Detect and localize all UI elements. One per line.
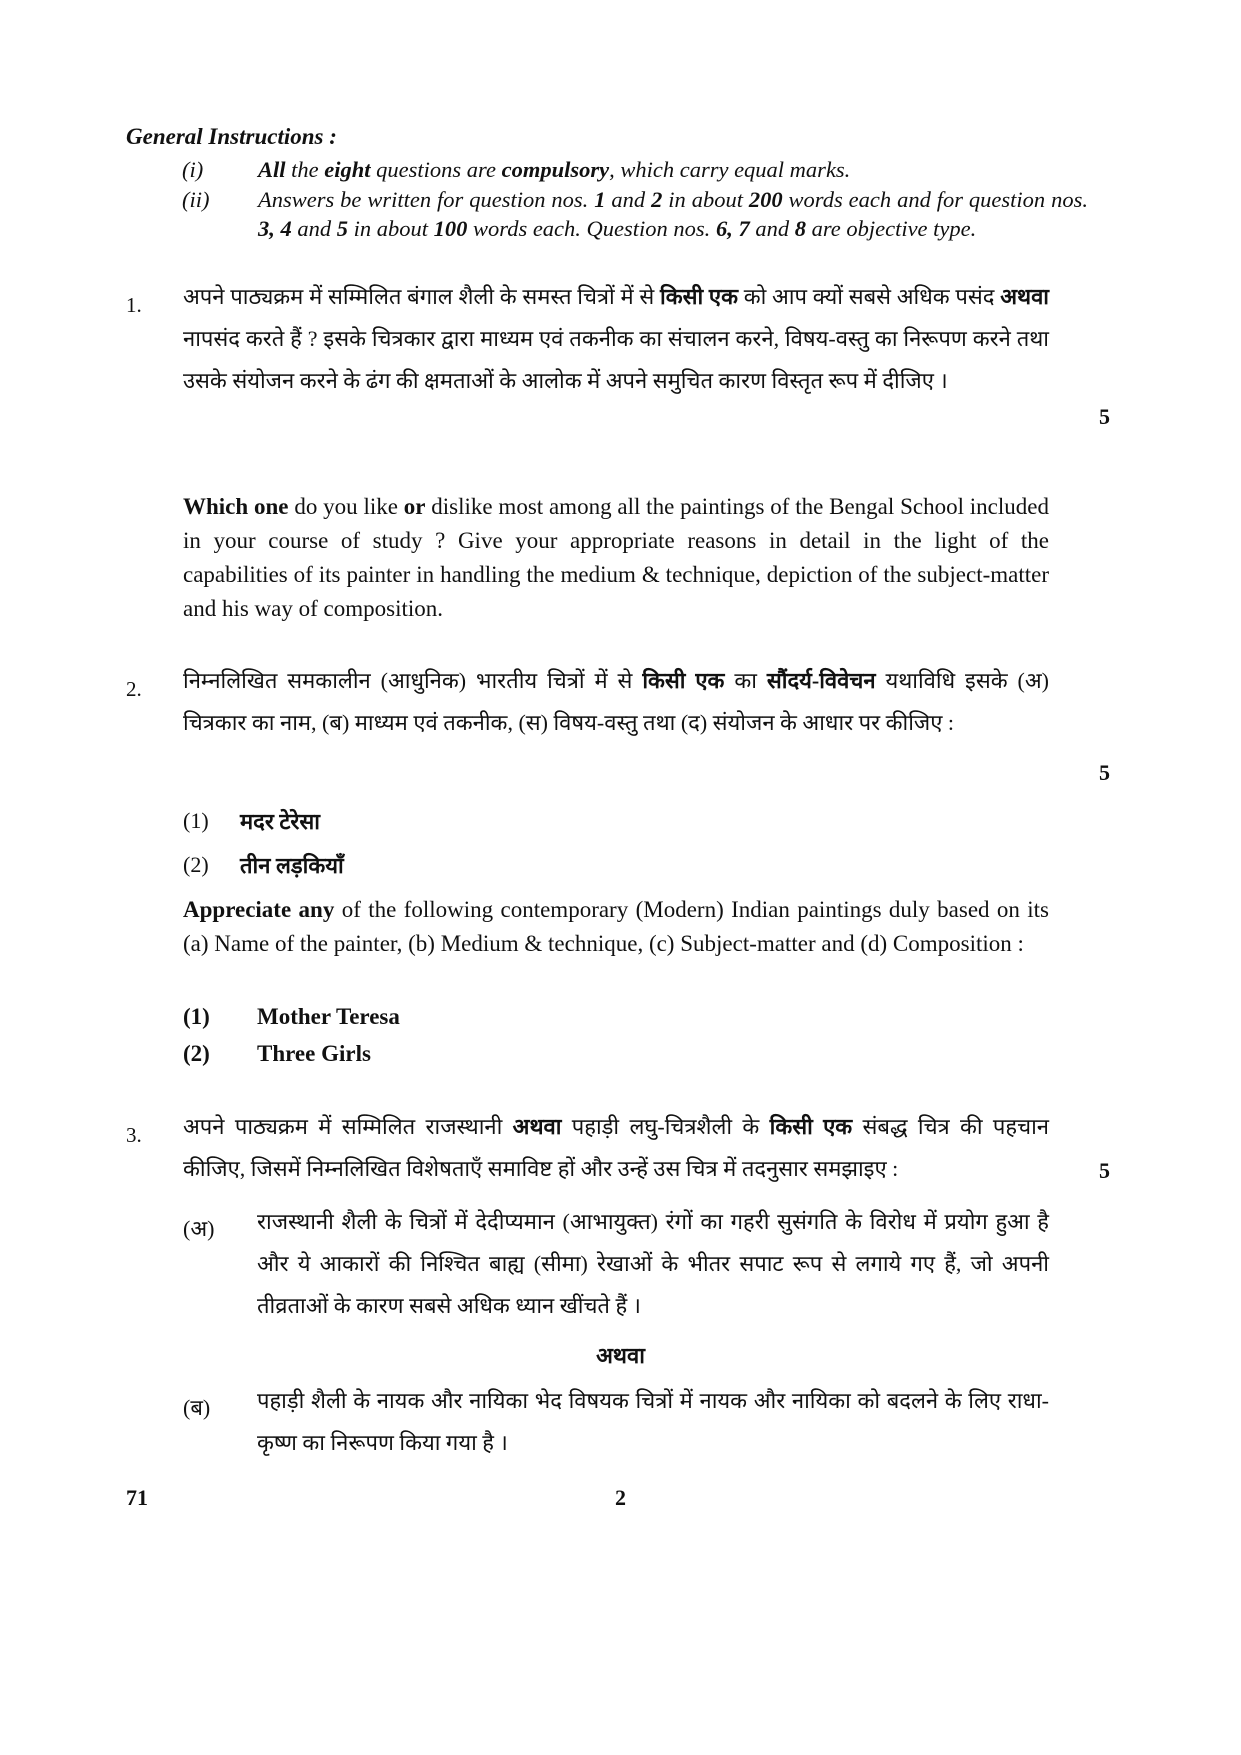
text-run: questions are xyxy=(370,157,502,182)
text-run: are objective type. xyxy=(805,216,977,241)
emphasis-text: किसी एक xyxy=(660,284,738,309)
emphasis-text: Which one xyxy=(183,494,289,519)
emphasis-text: or xyxy=(403,494,426,519)
question-1-marks: 5 xyxy=(1099,404,1110,429)
text-run: in about xyxy=(662,187,749,212)
question-3-number: 3. xyxy=(126,1123,142,1147)
text-run: do you like xyxy=(288,494,404,519)
text-run: Answers be written for question nos. xyxy=(258,187,595,212)
q3-option-a-text: राजस्थानी शैली के चित्रों में देदीप्यमान (आभायुक्त) रंगों का गहरी सुसंगति के विरोध में प्रयोग हुआ है और ये आकारों की निश्चित बाह्य (सीमा) रेखाओं के भीतर सपाट रूप से लगाये गए हैं, जो अपनी तीव्रताओं के कारण सबसे अधिक ध्यान खींचते हैं । xyxy=(257,1209,1049,1318)
emphasis-text: 8 xyxy=(794,216,806,241)
q2-hindi-option-1-label: मदर टेरेसा xyxy=(240,809,320,834)
text-run: अपने पाठ्यक्रम में सम्मिलित बंगाल शैली के समस्त चित्रों में से xyxy=(183,284,660,309)
question-3-marks: 5 xyxy=(1099,1158,1110,1183)
emphasis-text: किसी एक xyxy=(769,1114,853,1139)
text-run: in about xyxy=(348,216,434,241)
q2-hindi-option-2-label: तीन लड़कियाँ xyxy=(240,853,344,878)
emphasis-text: compulsory xyxy=(501,157,610,182)
q3-option-b-number: (ब) xyxy=(183,1395,211,1420)
text-run: संबद्ध चित्र की पहचान कीजिए, जिसमें निम्नलिखित विशेषताएँ समाविष्ट हों और उन्हें उस चित्र में तदनुसार समझाइए : xyxy=(183,1114,1049,1181)
q3-or-label: अथवा xyxy=(596,1343,645,1368)
text-run: and xyxy=(291,216,337,241)
page-number: 2 xyxy=(615,1485,626,1510)
instruction-2-number: (ii) xyxy=(182,187,210,212)
q2-hindi-option-1-number: (1) xyxy=(183,808,209,833)
emphasis-text: 100 xyxy=(433,216,468,241)
text-run: of the following contemporary (Modern) Indian paintings duly based on its (a) Name of the painter, (b) Medium & technique, (c) Subject-matter and (d) Composition : xyxy=(183,897,1050,956)
question-2-number: 2. xyxy=(126,677,142,701)
text-run: dislike most among all the paintings of the Bengal School included in your course of study ? Give your appropriate reasons in detail in the light of the capabilities of its painter in handling the medium & technique, depiction of the subject-matter and his way of composition. xyxy=(183,494,1049,621)
text-run: the xyxy=(285,157,325,182)
text-run: and xyxy=(749,216,795,241)
text-run: अपने पाठ्यक्रम में सम्मिलित राजस्थानी xyxy=(183,1114,513,1139)
text-run: पहाड़ी लघु-चित्रशैली के xyxy=(561,1114,770,1139)
instruction-1-number: (i) xyxy=(182,157,204,182)
q3-option-a-number: (अ) xyxy=(183,1216,215,1241)
question-1-english xyxy=(183,490,1049,626)
emphasis-text: अथवा xyxy=(512,1114,562,1139)
text-run: words each and for question nos. xyxy=(782,187,1088,212)
q2-english-option-1-number: (1) xyxy=(183,1004,210,1029)
instruction-1-text xyxy=(258,155,1096,184)
instruction-2-text xyxy=(258,185,1088,243)
emphasis-text: 2 xyxy=(651,187,663,212)
emphasis-text: अथवा xyxy=(1000,284,1049,309)
text-run: नापसंद करते हैं ? इसके चित्रकार द्वारा माध्यम एवं तकनीक का संचालन करने, विषय-वस्तु का निरूपण करने तथा उसके संयोजन करने के ढंग की क्षमताओं के आलोक में अपने समुचित कारण विस्तृत रूप में दीजिए । xyxy=(183,326,1049,393)
question-2-hindi xyxy=(183,660,1049,744)
q2-hindi-option-2-number: (2) xyxy=(183,852,209,877)
q2-english-option-2-number: (2) xyxy=(183,1041,210,1066)
emphasis-text: 1 xyxy=(594,187,606,212)
emphasis-text: 5 xyxy=(336,216,348,241)
general-instructions-title: General Instructions : xyxy=(126,124,337,149)
text-run: , which carry equal marks. xyxy=(609,157,851,182)
q3-option-b-text: पहाड़ी शैली के नायक और नायिका भेद विषयक चित्रों में नायक और नायिका को बदलने के लिए राधा-कृष्ण का निरूपण किया गया है । xyxy=(257,1388,1049,1455)
emphasis-text: All xyxy=(258,157,286,182)
question-3-hindi xyxy=(183,1106,1049,1190)
q2-english-option-1-label: Mother Teresa xyxy=(257,1004,400,1029)
q2-english-option-2-label: Three Girls xyxy=(257,1041,371,1066)
text-run: words each. Question nos. xyxy=(467,216,716,241)
emphasis-text: eight xyxy=(324,157,371,182)
text-run: यथाविधि इसके (अ) चित्रकार का नाम, (ब) माध्यम एवं तकनीक, (स) विषय-वस्तु तथा (द) संयोजन के आधार पर कीजिए : xyxy=(183,668,1049,735)
emphasis-text: 200 xyxy=(748,187,783,212)
paper-code: 71 xyxy=(126,1485,148,1510)
emphasis-text: सौंदर्य-विवेचन xyxy=(766,668,876,693)
emphasis-text: 6, 7 xyxy=(715,216,750,241)
question-2-english xyxy=(183,893,1049,961)
question-1-number: 1. xyxy=(126,293,142,317)
question-2-marks: 5 xyxy=(1099,760,1110,785)
emphasis-text: Appreciate any xyxy=(183,897,335,922)
text-run: and xyxy=(605,187,652,212)
question-1-hindi xyxy=(183,276,1049,402)
emphasis-text: 3, 4 xyxy=(258,216,292,241)
text-run: निम्नलिखित समकालीन (आधुनिक) भारतीय चित्रों में से xyxy=(183,668,643,693)
text-run: को आप क्यों सबसे अधिक पसंद xyxy=(737,284,1001,309)
text-run: का xyxy=(724,668,767,693)
emphasis-text: किसी एक xyxy=(642,668,725,693)
